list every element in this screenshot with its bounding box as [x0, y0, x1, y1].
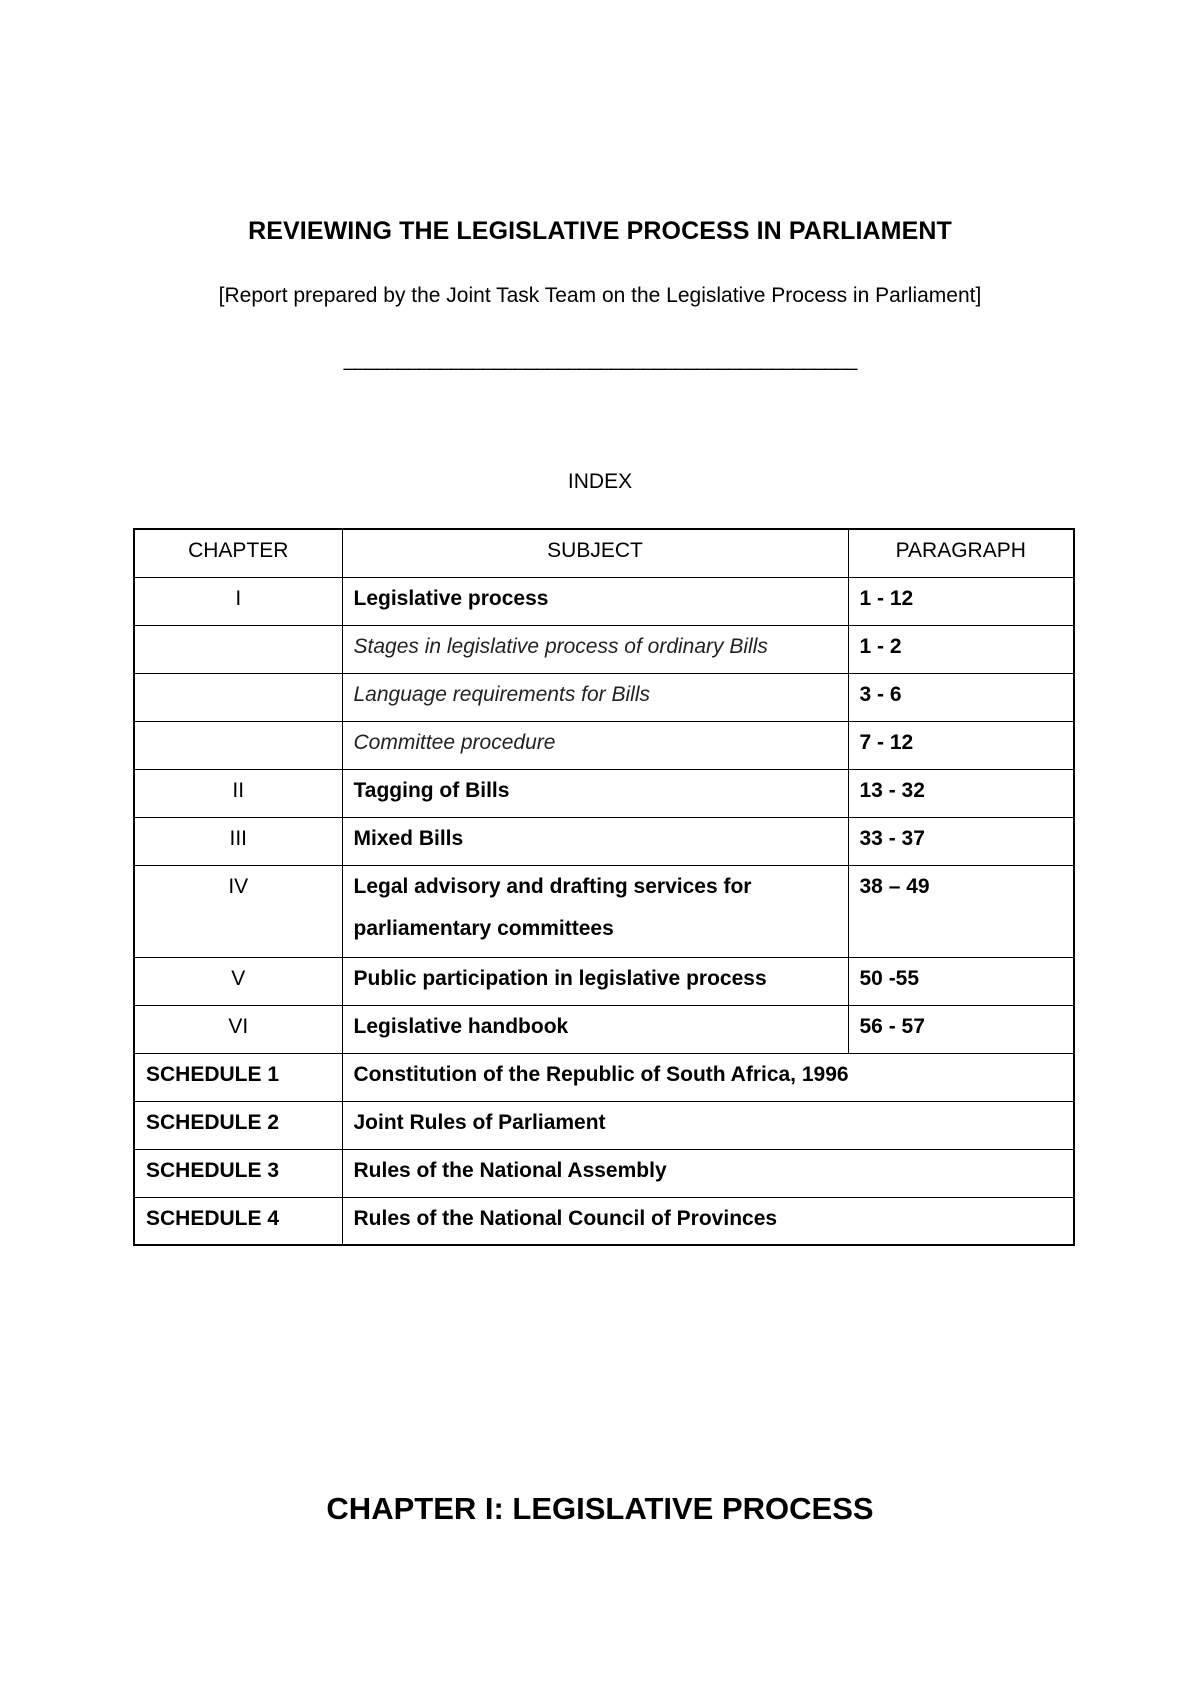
- subject-cell: Tagging of Bills: [342, 769, 848, 817]
- schedule-label: SCHEDULE 3: [134, 1149, 342, 1197]
- chapter-heading: CHAPTER I: LEGISLATIVE PROCESS: [326, 1491, 874, 1526]
- horizontal-rule: ________________________________________________: [343, 348, 857, 371]
- schedule-subject: Constitution of the Republic of South Africa, 1996: [342, 1053, 1074, 1101]
- paragraph-cell: 33 - 37: [848, 817, 1074, 865]
- chapter-cell: [134, 625, 342, 673]
- chapter-cell: II: [134, 769, 342, 817]
- table-row: [134, 673, 1074, 721]
- chapter-cell: III: [134, 817, 342, 865]
- subject-cell: Public participation in legislative process: [342, 957, 848, 1005]
- header-subject: SUBJECT: [342, 529, 848, 577]
- chapter-cell: [134, 721, 342, 769]
- subject-cell: Legal advisory and drafting services for parliamentary committees: [342, 865, 848, 957]
- subject-cell: Legislative process: [342, 577, 848, 625]
- schedule-label: SCHEDULE 2: [134, 1101, 342, 1149]
- document-subtitle: [Report prepared by the Joint Task Team on the Legislative Process in Parliament]: [218, 284, 982, 307]
- index-table: [133, 528, 1075, 1246]
- header-chapter: CHAPTER: [134, 529, 342, 577]
- paragraph-cell: 7 - 12: [848, 721, 1074, 769]
- table-row: [134, 865, 1074, 957]
- schedule-row: [134, 1053, 1074, 1101]
- paragraph-cell: 1 - 12: [848, 577, 1074, 625]
- chapter-cell: VI: [134, 1005, 342, 1053]
- table-row: [134, 721, 1074, 769]
- chapter-cell: I: [134, 577, 342, 625]
- schedule-label: SCHEDULE 4: [134, 1197, 342, 1245]
- index-heading: INDEX: [567, 470, 633, 493]
- paragraph-cell: 3 - 6: [848, 673, 1074, 721]
- table-header-row: [134, 529, 1074, 577]
- table-row: [134, 577, 1074, 625]
- chapter-cell: V: [134, 957, 342, 1005]
- schedule-subject: Joint Rules of Parliament: [342, 1101, 1074, 1149]
- subject-cell: Committee procedure: [342, 721, 848, 769]
- table-row: [134, 957, 1074, 1005]
- schedule-row: [134, 1149, 1074, 1197]
- paragraph-cell: 1 - 2: [848, 625, 1074, 673]
- paragraph-cell: 38 – 49: [848, 865, 1074, 957]
- chapter-cell: [134, 673, 342, 721]
- chapter-cell: IV: [134, 865, 342, 957]
- schedule-subject: Rules of the National Council of Provinces: [342, 1197, 1074, 1245]
- subject-cell: Legislative handbook: [342, 1005, 848, 1053]
- header-paragraph: PARAGRAPH: [848, 529, 1074, 577]
- schedule-label: SCHEDULE 1: [134, 1053, 342, 1101]
- table-row: [134, 1005, 1074, 1053]
- table-row: [134, 817, 1074, 865]
- schedule-row: [134, 1101, 1074, 1149]
- schedule-subject: Rules of the National Assembly: [342, 1149, 1074, 1197]
- table-row: [134, 769, 1074, 817]
- paragraph-cell: 13 - 32: [848, 769, 1074, 817]
- table-row: [134, 625, 1074, 673]
- subject-cell: Stages in legislative process of ordinary Bills: [342, 625, 848, 673]
- paragraph-cell: 56 - 57: [848, 1005, 1074, 1053]
- paragraph-cell: 50 -55: [848, 957, 1074, 1005]
- document-title: REVIEWING THE LEGISLATIVE PROCESS IN PARLIAMENT: [248, 217, 952, 245]
- subject-cell: Language requirements for Bills: [342, 673, 848, 721]
- schedule-row: [134, 1197, 1074, 1245]
- subject-cell: Mixed Bills: [342, 817, 848, 865]
